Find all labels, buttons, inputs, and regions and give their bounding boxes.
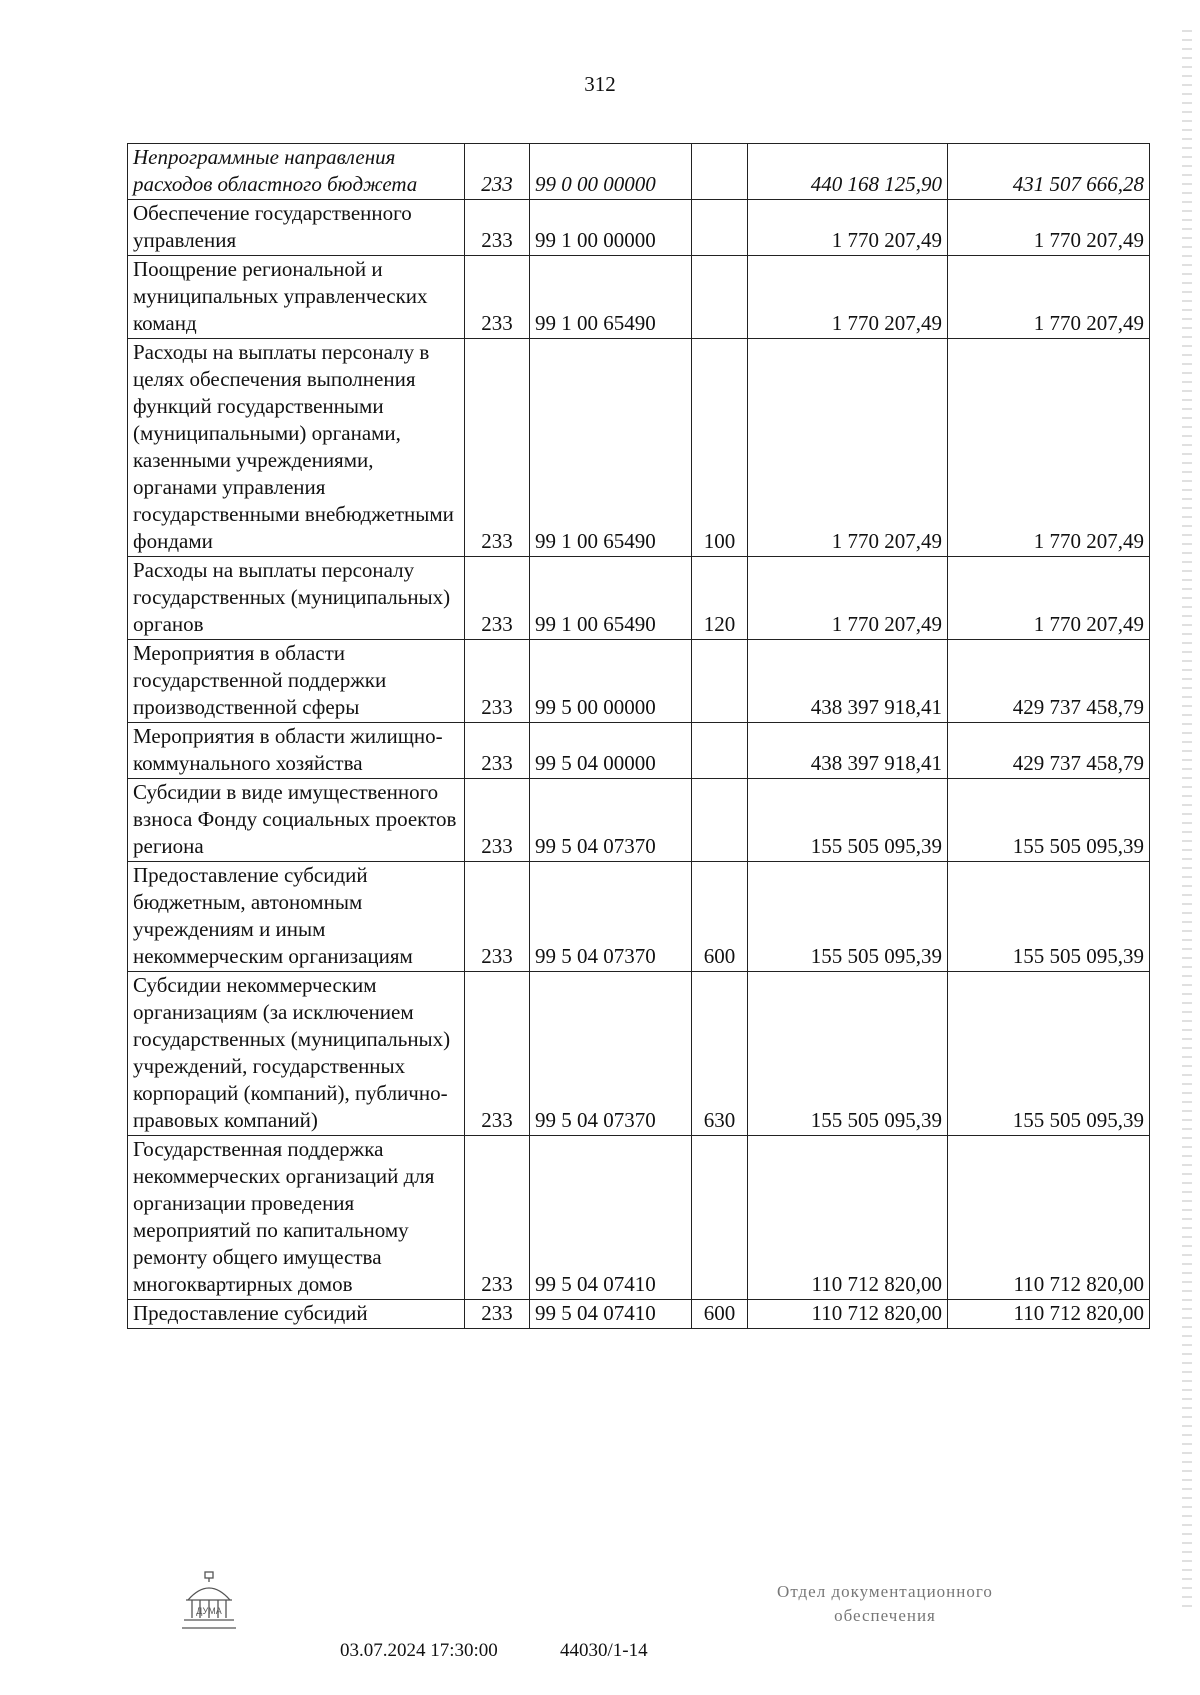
row-vr-cell xyxy=(692,200,748,256)
row-sum2-cell: 429 737 458,79 xyxy=(948,640,1150,723)
row-sum1-cell: 1 770 207,49 xyxy=(748,557,948,640)
row-ved-cell: 233 xyxy=(465,1300,530,1329)
budget-table-body xyxy=(128,144,1150,1329)
row-ved-cell: 233 xyxy=(465,200,530,256)
row-sum1-cell: 1 770 207,49 xyxy=(748,200,948,256)
row-vr-cell: 600 xyxy=(692,862,748,972)
row-name-cell: Мероприятия в области жилищно-коммунального хозяйства xyxy=(128,723,465,779)
row-name-cell: Поощрение региональной и муниципальных управленческих команд xyxy=(128,256,465,339)
row-csr-cell: 99 1 00 00000 xyxy=(530,200,692,256)
row-csr-cell: 99 5 04 07410 xyxy=(530,1136,692,1300)
footer-date: 03.07.2024 17:30:00 xyxy=(340,1640,498,1661)
row-ved-cell: 233 xyxy=(465,339,530,557)
row-name-cell: Субсидии в виде имущественного взноса Фонду социальных проектов региона xyxy=(128,779,465,862)
row-name-cell: Непрограммные направления расходов областного бюджета xyxy=(128,144,465,200)
row-csr-cell: 99 5 04 07370 xyxy=(530,779,692,862)
table-row xyxy=(128,200,1150,256)
row-sum2-cell: 1 770 207,49 xyxy=(948,256,1150,339)
row-ved-cell: 233 xyxy=(465,640,530,723)
table-row xyxy=(128,972,1150,1136)
row-csr-cell: 99 1 00 65490 xyxy=(530,557,692,640)
row-sum2-cell: 1 770 207,49 xyxy=(948,200,1150,256)
row-vr-cell: 600 xyxy=(692,1300,748,1329)
row-sum2-cell: 429 737 458,79 xyxy=(948,723,1150,779)
table-row xyxy=(128,862,1150,972)
row-vr-cell: 120 xyxy=(692,557,748,640)
table-row xyxy=(128,779,1150,862)
row-vr-cell xyxy=(692,144,748,200)
row-ved-cell: 233 xyxy=(465,779,530,862)
row-name-cell: Государственная поддержка некоммерческих организаций для организации проведения мероприятий по капитальному ремонту общего имущества многоквартирных домов xyxy=(128,1136,465,1300)
row-sum2-cell: 1 770 207,49 xyxy=(948,557,1150,640)
row-csr-cell: 99 1 00 65490 xyxy=(530,339,692,557)
row-ved-cell: 233 xyxy=(465,972,530,1136)
row-sum1-cell: 1 770 207,49 xyxy=(748,339,948,557)
row-sum2-cell: 110 712 820,00 xyxy=(948,1300,1150,1329)
row-name-cell: Расходы на выплаты персоналу государственных (муниципальных) органов xyxy=(128,557,465,640)
row-sum1-cell: 438 397 918,41 xyxy=(748,640,948,723)
row-sum1-cell: 110 712 820,00 xyxy=(748,1300,948,1329)
table-row xyxy=(128,256,1150,339)
row-ved-cell: 233 xyxy=(465,144,530,200)
row-ved-cell: 233 xyxy=(465,557,530,640)
row-vr-cell: 630 xyxy=(692,972,748,1136)
row-sum1-cell: 155 505 095,39 xyxy=(748,972,948,1136)
row-name-cell: Мероприятия в области государственной поддержки производственной сферы xyxy=(128,640,465,723)
row-sum2-cell: 155 505 095,39 xyxy=(948,779,1150,862)
row-sum2-cell: 110 712 820,00 xyxy=(948,1136,1150,1300)
row-csr-cell: 99 5 04 07370 xyxy=(530,972,692,1136)
row-sum1-cell: 440 168 125,90 xyxy=(748,144,948,200)
row-sum1-cell: 155 505 095,39 xyxy=(748,779,948,862)
logo-text: ДУМА xyxy=(196,1606,222,1616)
table-row xyxy=(128,1300,1150,1329)
table-row xyxy=(128,557,1150,640)
row-csr-cell: 99 5 04 07410 xyxy=(530,1300,692,1329)
row-ved-cell: 233 xyxy=(465,1136,530,1300)
row-vr-cell xyxy=(692,640,748,723)
row-csr-cell: 99 5 04 00000 xyxy=(530,723,692,779)
row-csr-cell: 99 5 00 00000 xyxy=(530,640,692,723)
row-sum2-cell: 1 770 207,49 xyxy=(948,339,1150,557)
table-row xyxy=(128,1136,1150,1300)
scan-edge-artifact xyxy=(1182,30,1192,1610)
row-sum2-cell: 155 505 095,39 xyxy=(948,862,1150,972)
row-sum1-cell: 110 712 820,00 xyxy=(748,1136,948,1300)
footer-stamp xyxy=(740,1580,1030,1628)
duma-logo-icon xyxy=(178,1570,240,1632)
row-sum1-cell: 1 770 207,49 xyxy=(748,256,948,339)
row-sum1-cell: 438 397 918,41 xyxy=(748,723,948,779)
row-csr-cell: 99 1 00 65490 xyxy=(530,256,692,339)
row-vr-cell xyxy=(692,723,748,779)
row-sum2-cell: 155 505 095,39 xyxy=(948,972,1150,1136)
row-ved-cell: 233 xyxy=(465,256,530,339)
footer-reg-number: 44030/1-14 xyxy=(560,1640,648,1661)
page-number: 312 xyxy=(584,72,616,96)
row-name-cell: Предоставление субсидий xyxy=(128,1300,465,1329)
row-csr-cell: 99 0 00 00000 xyxy=(530,144,692,200)
row-vr-cell xyxy=(692,256,748,339)
table-row xyxy=(128,640,1150,723)
table-row xyxy=(128,723,1150,779)
row-sum1-cell: 155 505 095,39 xyxy=(748,862,948,972)
row-ved-cell: 233 xyxy=(465,723,530,779)
row-name-cell: Обеспечение государственного управления xyxy=(128,200,465,256)
row-name-cell: Субсидии некоммерческим организациям (за исключением государственных (муниципальных) учреждений, государственных корпораций (компаний), публично-правовых компаний) xyxy=(128,972,465,1136)
row-ved-cell: 233 xyxy=(465,862,530,972)
row-sum2-cell: 431 507 666,28 xyxy=(948,144,1150,200)
budget-table xyxy=(127,143,1150,1329)
table-row xyxy=(128,144,1150,200)
row-csr-cell: 99 5 04 07370 xyxy=(530,862,692,972)
stamp-line-2: обеспечения xyxy=(834,1606,936,1625)
table-row xyxy=(128,339,1150,557)
row-name-cell: Расходы на выплаты персоналу в целях обеспечения выполнения функций государственными (муниципальными) органами, казенными учреждениями, органами управления государственными внебюджетными фондами xyxy=(128,339,465,557)
row-name-cell: Предоставление субсидий бюджетным, автономным учреждениям и иным некоммерческим организациям xyxy=(128,862,465,972)
row-vr-cell xyxy=(692,1136,748,1300)
row-vr-cell xyxy=(692,779,748,862)
stamp-line-1: Отдел документационного xyxy=(777,1582,993,1601)
row-vr-cell: 100 xyxy=(692,339,748,557)
